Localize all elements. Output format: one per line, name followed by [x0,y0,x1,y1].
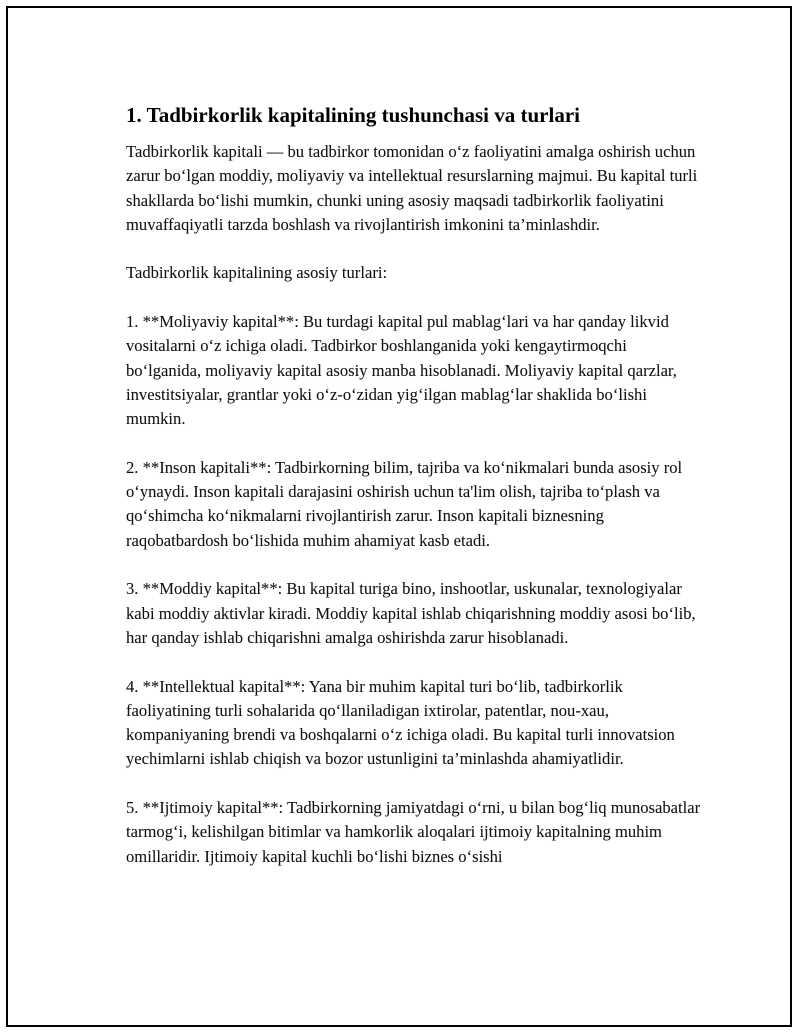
intro-paragraph: Tadbirkorlik kapitali — bu tadbirkor tomonidan o‘z faoliyatini amalga oshirish uchun zarur bo‘lgan moddiy, moliyaviy va intellektual resurslarning majmui. Bu kapital turli shakllarda bo‘lishi mumkin, chunki uning asosiy maqsadi tadbirkorlik faoliyatini muvaffaqiyatli tarzda boshlash va rivojlantirish imkonini ta’minlashdir. [126,142,698,234]
physical-capital-paragraph: 3. **Moddiy kapital**: Bu kapital turiga bino, inshootlar, uskunalar, texnologiyalar kabi moddiy aktivlar kiradi. Moddiy kapital ishlab chiqarishning moddiy asosi bo‘lib, har qanday ishlab chiqarishni amalga oshirishda zarur hisoblanadi. [126,579,696,647]
social-capital-paragraph: 5. **Ijtimoiy kapital**: Tadbirkorning jamiyatdagi o‘rni, u bilan bog‘liq munosabatlar tarmog‘i, kelishilgan bitimlar va hamkorlik aloqalari ijtimoiy kapitalning muhim omillaridir. Ijtimoiy kapital kuchli bo‘lishi biznes o‘sishi [126,798,701,866]
intellectual-capital-paragraph: 4. **Intellektual kapital**: Yana bir muhim kapital turi bo‘lib, tadbirkorlik faoliyatining turli sohalarida qo‘llaniladigan ixtirolar, patentlar, nou-xau, kompaniyaning brendi va boshqalarni o‘z ichiga oladi. Bu kapital turli innovatsion yechimlarni ishlab chiqish va bozor ustunligini ta’minlashda ahamiyatlidir. [126,676,675,769]
document-page [6,6,792,1027]
human-capital-paragraph: 2. **Inson kapitali**: Tadbirkorning bilim, tajriba va ko‘nikmalari bunda asosiy rol o‘ynaydi. Inson kapitali darajasini oshirish uchun ta'lim olish, tajriba to‘plash va qo‘shimcha ko‘nikmalarni rivojlantirish zarur. Inson kapitali biznesning raqobatbardosh bo‘lishida muhim ahamiyat kasb etadi. [126,457,683,550]
financial-capital-paragraph: 1. **Moliyaviy kapital**: Bu turdagi kapital pul mablag‘lari va har qanday likvid vositalarni o‘z ichiga oladi. Tadbirkor boshlanganida yoki kengaytirmoqchi bo‘lganida, moliyaviy kapital asosiy manba hisoblanadi. Moliyaviy kapital qarzlar, investitsiyalar, grantlar yoki o‘z-o‘zidan yig‘ilgan mablag‘lar shaklida bo‘lishi mumkin. [126,312,677,429]
types-intro-paragraph: Tadbirkorlik kapitalining asosiy turlari: [126,263,388,283]
section-heading: 1. Tadbirkorlik kapitalining tushunchasi va turlari [126,103,580,127]
document-body [126,100,706,893]
